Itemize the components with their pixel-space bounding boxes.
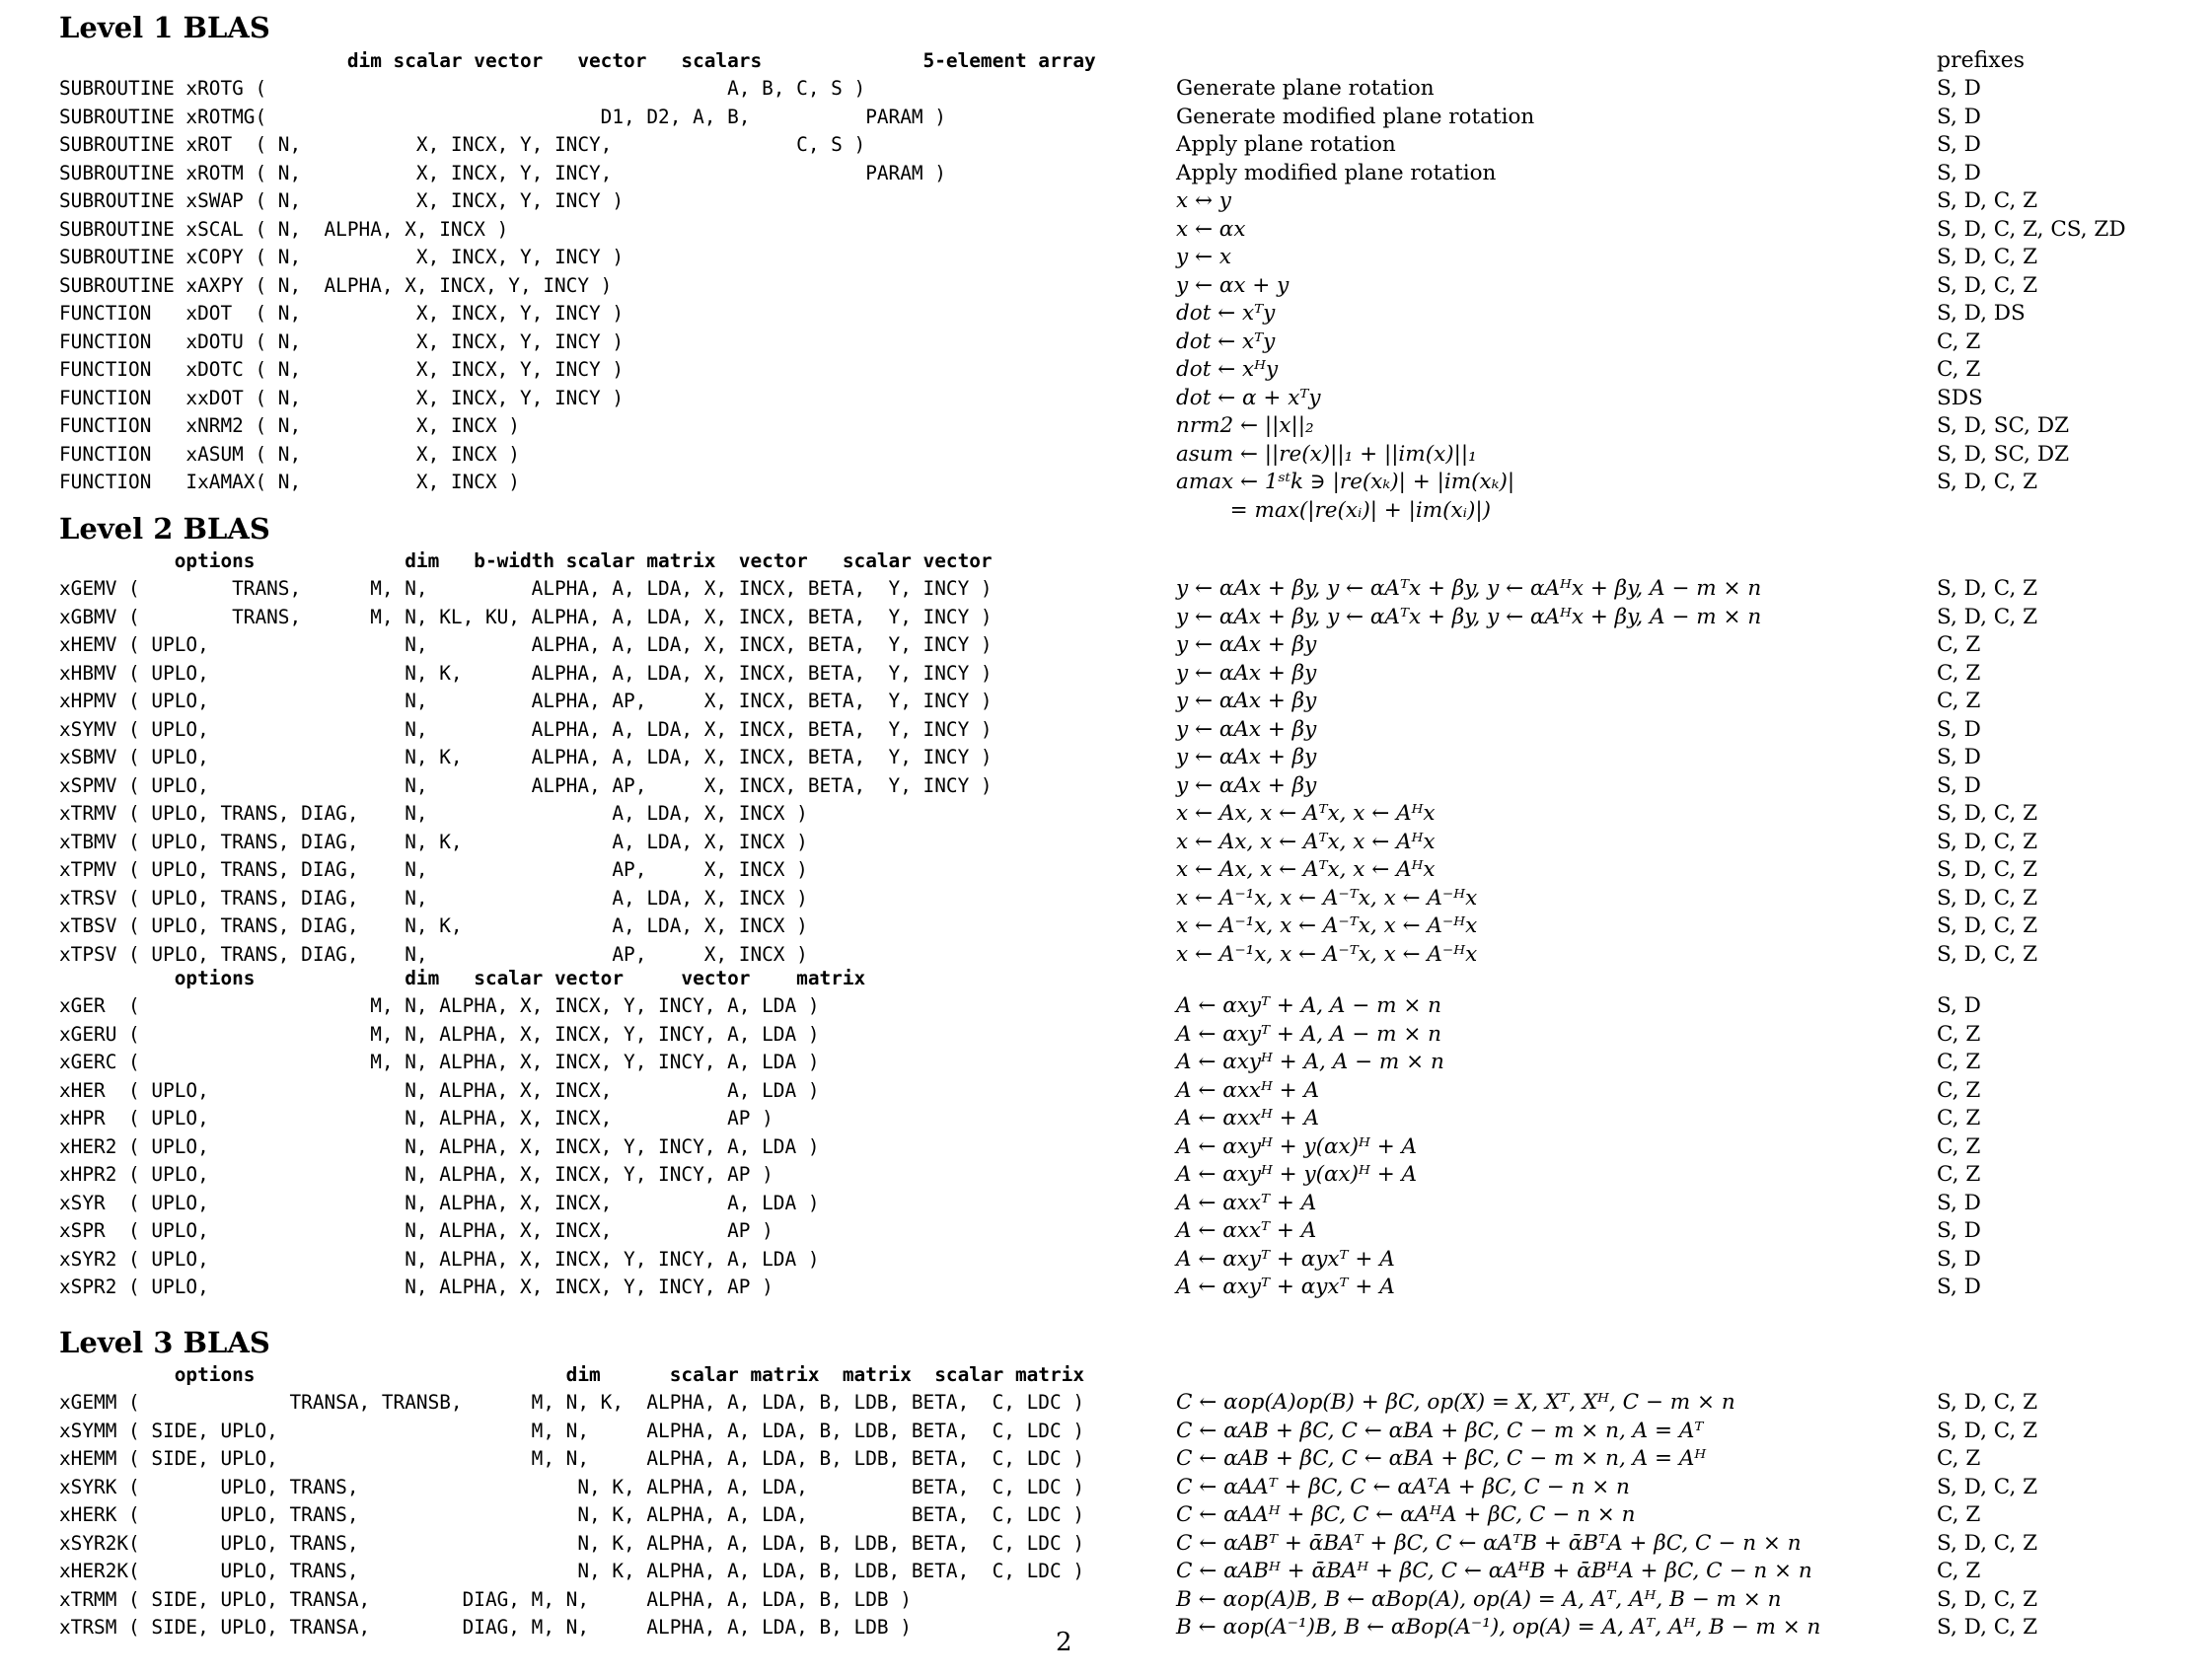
- operation-description: nrm2 ← ||x||₂: [1176, 413, 1314, 438]
- operation-description: A ← αxyᵀ + αyxᵀ + A: [1176, 1275, 1395, 1299]
- routine-row: [0, 1474, 2212, 1501]
- routine-row: [0, 131, 2212, 159]
- routine-signature: xHER2 ( UPLO, N, ALPHA, X, INCX, Y, INCY, A, LDA ): [59, 1134, 820, 1158]
- operation-description: Apply plane rotation: [1176, 132, 1396, 157]
- routine-row: [0, 1190, 2212, 1217]
- type-prefixes: S, D, C, Z: [1937, 1474, 2038, 1499]
- routine-signature: xTPMV ( UPLO, TRANS, DIAG, N, AP, X, INCX ): [59, 858, 808, 881]
- type-prefixes: S, D, C, Z: [1937, 188, 2038, 213]
- column-header-row: options dim scalar matrix matrix scalar matrix: [59, 1363, 1084, 1386]
- type-prefixes: S, D, C, Z: [1937, 470, 2038, 494]
- routine-row: [0, 187, 2212, 215]
- operation-description: x ← A⁻¹x, x ← A⁻ᵀx, x ← A⁻ᴴx: [1176, 941, 1478, 967]
- routine-row: [0, 631, 2212, 659]
- section-heading: Level 3 BLAS: [59, 1326, 270, 1359]
- routine-row: [0, 912, 2212, 940]
- type-prefixes: S, D, C, Z: [1937, 1615, 2038, 1640]
- type-prefixes: C, Z: [1937, 1502, 1981, 1527]
- routine-signature: xGEMM ( TRANSA, TRANSB, M, N, K, ALPHA, A, LDA, B, LDB, BETA, C, LDC ): [59, 1391, 1084, 1414]
- operation-description: x ← Ax, x ← Aᵀx, x ← Aᴴx: [1176, 801, 1436, 826]
- routine-signature: xGER ( M, N, ALPHA, X, INCX, Y, INCY, A, LDA ): [59, 994, 820, 1017]
- routine-row: [0, 992, 2212, 1020]
- routine-signature: SUBROUTINE xROT ( N, X, INCX, Y, INCY, C, S ): [59, 133, 866, 156]
- routine-signature: xHER2K( UPLO, TRANS, N, K, ALPHA, A, LDA, B, LDB, BETA, C, LDC ): [59, 1560, 1084, 1582]
- routine-signature: xTRSV ( UPLO, TRANS, DIAG, N, A, LDA, X, INCX ): [59, 886, 808, 910]
- routine-signature: xTRSM ( SIDE, UPLO, TRANSA, DIAG, M, N, ALPHA, A, LDA, B, LDB ): [59, 1616, 912, 1639]
- operation-description: y ← αAx + βy: [1176, 632, 1317, 657]
- routine-signature: xTBMV ( UPLO, TRANS, DIAG, N, K, A, LDA, X, INCX ): [59, 830, 808, 853]
- routine-row: [0, 244, 2212, 271]
- type-prefixes: C, Z: [1937, 1021, 1981, 1047]
- type-prefixes: S, D, C, Z: [1937, 829, 2038, 854]
- operation-description: y ← αAx + βy: [1176, 660, 1317, 686]
- operation-description: A ← αxyᴴ + y(αx)ᴴ + A: [1176, 1162, 1418, 1187]
- type-prefixes: S, D, C, Z: [1937, 245, 2038, 269]
- routine-row: [0, 1021, 2212, 1049]
- operation-description: Apply modified plane rotation: [1176, 160, 1497, 185]
- routine-signature: FUNCTION xNRM2 ( N, X, INCX ): [59, 414, 520, 437]
- operation-description: x ← A⁻¹x, x ← A⁻ᵀx, x ← A⁻ᴴx: [1176, 885, 1478, 911]
- type-prefixes: C, Z: [1937, 1077, 1981, 1103]
- type-prefixes: S, D: [1937, 104, 1981, 129]
- operation-description: y ← αx + y: [1176, 272, 1290, 298]
- routine-signature: xTBSV ( UPLO, TRANS, DIAG, N, K, A, LDA, X, INCX ): [59, 914, 808, 937]
- routine-signature: xHEMV ( UPLO, N, ALPHA, A, LDA, X, INCX, BETA, Y, INCY ): [59, 633, 993, 656]
- routine-signature: xSYMV ( UPLO, N, ALPHA, A, LDA, X, INCX, BETA, Y, INCY ): [59, 717, 993, 741]
- operation-description: dot ← α + xᵀy: [1176, 385, 1321, 410]
- type-prefixes: S, D, C, Z: [1937, 885, 2038, 911]
- operation-description: A ← αxxᴴ + A: [1176, 1077, 1319, 1103]
- routine-row: [0, 744, 2212, 771]
- operation-description: A ← αxxᴴ + A: [1176, 1106, 1319, 1130]
- operation-description: C ← αABᵀ + ᾱBAᵀ + βC, C ← αAᵀB + ᾱBᵀA + βC, C − n × n: [1176, 1530, 1802, 1556]
- column-header-row: options dim scalar vector vector matrix: [59, 967, 866, 989]
- operation-description: asum ← ||re(x)||₁ + ||im(x)||₁: [1176, 441, 1477, 467]
- operation-description: x ↔ y: [1176, 188, 1231, 213]
- routine-row: [0, 575, 2212, 603]
- routine-row: [0, 385, 2212, 412]
- routine-row: [0, 1558, 2212, 1585]
- operation-description: B ← αop(A)B, B ← αBop(A), op(A) = A, Aᵀ, Aᴴ, B − m × n: [1176, 1586, 1782, 1612]
- type-prefixes: S, D: [1937, 716, 1981, 742]
- routine-row: [0, 1246, 2212, 1274]
- operation-description: y ← x: [1176, 245, 1231, 269]
- operation-description: amax ← 1ˢᵗk ∋ |re(xₖ)| + |im(xₖ)|: [1176, 470, 1515, 494]
- routine-signature: SUBROUTINE xSCAL ( N, ALPHA, X, INCX ): [59, 217, 509, 241]
- routine-row: [0, 300, 2212, 328]
- routine-row: [0, 885, 2212, 912]
- operation-description: y ← αAx + βy: [1176, 772, 1317, 798]
- routine-row: [0, 660, 2212, 688]
- routine-row: [0, 1133, 2212, 1161]
- routine-row: [0, 688, 2212, 715]
- operation-description: = max(|re(xᵢ)| + |im(xᵢ)|): [1176, 497, 1492, 523]
- section-heading: Level 1 BLAS: [59, 11, 270, 44]
- operation-description: Generate plane rotation: [1176, 76, 1435, 101]
- routine-signature: FUNCTION xDOT ( N, X, INCX, Y, INCY ): [59, 302, 625, 325]
- routine-row: [0, 469, 2212, 496]
- type-prefixes: S, D: [1937, 745, 1981, 769]
- routine-signature: FUNCTION xDOTU ( N, X, INCX, Y, INCY ): [59, 329, 625, 353]
- routine-row: [0, 1217, 2212, 1245]
- routine-row: [0, 1530, 2212, 1558]
- type-prefixes: S, D, C, Z: [1937, 1530, 2038, 1556]
- type-prefixes: C, Z: [1937, 357, 1981, 382]
- type-prefixes: S, D, C, Z: [1937, 272, 2038, 298]
- routine-signature: xSPMV ( UPLO, N, ALPHA, AP, X, INCX, BETA, Y, INCY ): [59, 773, 993, 797]
- operation-description: A ← αxyᵀ + αyxᵀ + A: [1176, 1246, 1395, 1272]
- type-prefixes: S, D, C, Z: [1937, 857, 2038, 882]
- operation-description: C ← αop(A)op(B) + βC, op(X) = X, Xᵀ, Xᴴ, C − m × n: [1176, 1390, 1735, 1415]
- operation-description: A ← αxxᵀ + A: [1176, 1218, 1317, 1243]
- column-header-row: dim scalar vector vector scalars 5-element array: [59, 49, 1096, 72]
- operation-description: y ← αAx + βy: [1176, 716, 1317, 742]
- column-header-row: options dim b-width scalar matrix vector scalar vector: [59, 549, 993, 572]
- routine-signature: xHER ( UPLO, N, ALPHA, X, INCX, A, LDA ): [59, 1078, 820, 1102]
- operation-description: y ← αAx + βy: [1176, 689, 1317, 713]
- type-prefixes: S, D: [1937, 1218, 1981, 1243]
- type-prefixes: S, D: [1937, 76, 1981, 101]
- routine-signature: xSYRK ( UPLO, TRANS, N, K, ALPHA, A, LDA, BETA, C, LDC ): [59, 1475, 1084, 1498]
- routine-row: [0, 328, 2212, 356]
- type-prefixes: S, D: [1937, 1246, 1981, 1272]
- operation-description: x ← Ax, x ← Aᵀx, x ← Aᴴx: [1176, 857, 1436, 882]
- type-prefixes: S, D: [1937, 1275, 1981, 1299]
- type-prefixes: S, D, C, Z: [1937, 941, 2038, 967]
- type-prefixes: C, Z: [1937, 1133, 1981, 1159]
- type-prefixes: C, Z: [1937, 689, 1981, 713]
- routine-signature: xSPR ( UPLO, N, ALPHA, X, INCX, AP ): [59, 1219, 774, 1242]
- type-prefixes: S, D: [1937, 1190, 1981, 1215]
- routine-row: [0, 356, 2212, 384]
- routine-row: [0, 272, 2212, 300]
- routine-signature: SUBROUTINE xAXPY ( N, ALPHA, X, INCX, Y, INCY ): [59, 273, 613, 297]
- type-prefixes: C, Z: [1937, 1162, 1981, 1187]
- routine-row: [0, 1614, 2212, 1641]
- routine-signature: xGBMV ( TRANS, M, N, KL, KU, ALPHA, A, LDA, X, INCX, BETA, Y, INCY ): [59, 605, 993, 628]
- routine-row: [0, 1077, 2212, 1105]
- type-prefixes: SDS: [1937, 385, 1983, 410]
- routine-row: [0, 412, 2212, 440]
- operation-description: y ← αAx + βy, y ← αAᵀx + βy, y ← αAᴴx + βy, A − m × n: [1176, 576, 1762, 601]
- operation-description: A ← αxyᵀ + A, A − m × n: [1176, 993, 1442, 1018]
- routine-signature: xHPR ( UPLO, N, ALPHA, X, INCX, AP ): [59, 1107, 774, 1130]
- routine-row: [0, 1274, 2212, 1301]
- operation-description: x ← Ax, x ← Aᵀx, x ← Aᴴx: [1176, 829, 1436, 854]
- type-prefixes: S, D, C, Z: [1937, 1390, 2038, 1415]
- type-prefixes: C, Z: [1937, 1106, 1981, 1130]
- type-prefixes: S, D, C, Z: [1937, 576, 2038, 601]
- operation-description: A ← αxyᴴ + y(αx)ᴴ + A: [1176, 1133, 1418, 1159]
- type-prefixes: S, D, C, Z: [1937, 913, 2038, 938]
- routine-row: [0, 604, 2212, 631]
- operation-description: C ← αAAᵀ + βC, C ← αAᵀA + βC, C − n × n: [1176, 1474, 1630, 1499]
- operation-description: A ← αxyᵀ + A, A − m × n: [1176, 1021, 1442, 1047]
- routine-row: [0, 829, 2212, 856]
- routine-row: [0, 1445, 2212, 1473]
- routine-row: [0, 104, 2212, 131]
- type-prefixes: C, Z: [1937, 1559, 1981, 1583]
- operation-description: C ← αAAᴴ + βC, C ← αAᴴA + βC, C − n × n: [1176, 1502, 1636, 1527]
- routine-row: [0, 75, 2212, 103]
- routine-signature: FUNCTION IxAMAX( N, X, INCX ): [59, 471, 520, 493]
- type-prefixes: C, Z: [1937, 1050, 1981, 1074]
- routine-row: [0, 1389, 2212, 1417]
- type-prefixes: C, Z: [1937, 1446, 1981, 1471]
- routine-signature: xHERK ( UPLO, TRANS, N, K, ALPHA, A, LDA, BETA, C, LDC ): [59, 1503, 1084, 1526]
- operation-description: x ← αx: [1176, 216, 1246, 242]
- operation-description: y ← αAx + βy: [1176, 745, 1317, 769]
- operation-description: dot ← xᴴy: [1176, 357, 1279, 382]
- routine-signature: xGEMV ( TRANS, M, N, ALPHA, A, LDA, X, INCX, BETA, Y, INCY ): [59, 577, 993, 600]
- routine-signature: FUNCTION xASUM ( N, X, INCX ): [59, 442, 520, 466]
- operation-description: Generate modified plane rotation: [1176, 104, 1535, 129]
- routine-signature: xHBMV ( UPLO, N, K, ALPHA, A, LDA, X, INCX, BETA, Y, INCY ): [59, 661, 993, 685]
- routine-signature: xSBMV ( UPLO, N, K, ALPHA, A, LDA, X, INCX, BETA, Y, INCY ): [59, 746, 993, 768]
- routine-row: [0, 160, 2212, 187]
- routine-signature: xGERC ( M, N, ALPHA, X, INCX, Y, INCY, A, LDA ): [59, 1051, 820, 1073]
- type-prefixes: S, D: [1937, 772, 1981, 798]
- routine-signature: xTPSV ( UPLO, TRANS, DIAG, N, AP, X, INCX ): [59, 942, 808, 966]
- operation-description: A ← αxyᴴ + A, A − m × n: [1176, 1050, 1444, 1074]
- type-prefixes: C, Z: [1937, 328, 1981, 354]
- routine-signature: xHPMV ( UPLO, N, ALPHA, AP, X, INCX, BETA, Y, INCY ): [59, 690, 993, 712]
- operation-description: y ← αAx + βy, y ← αAᵀx + βy, y ← αAᴴx + βy, A − m × n: [1176, 604, 1762, 629]
- routine-signature: xTRMM ( SIDE, UPLO, TRANSA, DIAG, M, N, ALPHA, A, LDA, B, LDB ): [59, 1587, 912, 1611]
- routine-signature: xSYR2K( UPLO, TRANS, N, K, ALPHA, A, LDA, B, LDB, BETA, C, LDC ): [59, 1531, 1084, 1555]
- routine-signature: xHPR2 ( UPLO, N, ALPHA, X, INCX, Y, INCY, AP ): [59, 1163, 774, 1186]
- routine-row: [0, 1418, 2212, 1445]
- routine-row: [0, 1161, 2212, 1189]
- operation-description: B ← αop(A⁻¹)B, B ← αBop(A⁻¹), op(A) = A, Aᵀ, Aᴴ, B − m × n: [1176, 1615, 1821, 1640]
- type-prefixes: S, D: [1937, 160, 1981, 185]
- page-number: 2: [1056, 1628, 1072, 1657]
- routine-signature: xSPR2 ( UPLO, N, ALPHA, X, INCX, Y, INCY, AP ): [59, 1276, 774, 1298]
- routine-row: [0, 1501, 2212, 1529]
- operation-description: x ← A⁻¹x, x ← A⁻ᵀx, x ← A⁻ᴴx: [1176, 913, 1478, 938]
- operation-description: A ← αxxᵀ + A: [1176, 1190, 1317, 1215]
- routine-signature: SUBROUTINE xSWAP ( N, X, INCX, Y, INCY ): [59, 189, 625, 212]
- operation-description: C ← αAB + βC, C ← αBA + βC, C − m × n, A = Aᵀ: [1176, 1418, 1704, 1443]
- routine-row: [0, 497, 2212, 525]
- routine-signature: SUBROUTINE xROTM ( N, X, INCX, Y, INCY, PARAM ): [59, 161, 946, 184]
- type-prefixes: C, Z: [1937, 660, 1981, 686]
- routine-signature: SUBROUTINE xCOPY ( N, X, INCX, Y, INCY ): [59, 246, 625, 268]
- routine-signature: xSYR2 ( UPLO, N, ALPHA, X, INCX, Y, INCY, A, LDA ): [59, 1247, 820, 1271]
- routine-signature: FUNCTION xDOTC ( N, X, INCX, Y, INCY ): [59, 358, 625, 381]
- prefixes-header: prefixes: [1937, 48, 2026, 73]
- routine-signature: xSYMM ( SIDE, UPLO, M, N, ALPHA, A, LDA, B, LDB, BETA, C, LDC ): [59, 1419, 1084, 1442]
- type-prefixes: S, D, SC, DZ: [1937, 413, 2070, 438]
- type-prefixes: S, D, C, Z, CS, ZD: [1937, 216, 2126, 242]
- type-prefixes: S, D, C, Z: [1937, 1586, 2038, 1612]
- routine-signature: xHEMM ( SIDE, UPLO, M, N, ALPHA, A, LDA, B, LDB, BETA, C, LDC ): [59, 1447, 1084, 1470]
- routine-signature: SUBROUTINE xROTG ( A, B, C, S ): [59, 77, 866, 100]
- type-prefixes: S, D, SC, DZ: [1937, 441, 2070, 467]
- type-prefixes: S, D, C, Z: [1937, 604, 2038, 629]
- routine-row: [0, 800, 2212, 828]
- operation-description: dot ← xᵀy: [1176, 301, 1276, 326]
- type-prefixes: C, Z: [1937, 632, 1981, 657]
- routine-row: [0, 716, 2212, 744]
- routine-signature: xTRMV ( UPLO, TRANS, DIAG, N, A, LDA, X, INCX ): [59, 802, 808, 825]
- routine-signature: SUBROUTINE xROTMG( D1, D2, A, B, PARAM ): [59, 105, 946, 128]
- routine-row: [0, 1586, 2212, 1614]
- operation-description: C ← αAB + βC, C ← αBA + βC, C − m × n, A = Aᴴ: [1176, 1446, 1707, 1471]
- type-prefixes: S, D: [1937, 132, 1981, 157]
- routine-row: [0, 1049, 2212, 1076]
- type-prefixes: S, D, DS: [1937, 301, 2026, 326]
- type-prefixes: S, D, C, Z: [1937, 801, 2038, 826]
- routine-signature: xGERU ( M, N, ALPHA, X, INCX, Y, INCY, A, LDA ): [59, 1022, 820, 1046]
- routine-row: [0, 772, 2212, 800]
- routine-row: [0, 441, 2212, 469]
- type-prefixes: S, D, C, Z: [1937, 1418, 2038, 1443]
- routine-signature: FUNCTION xxDOT ( N, X, INCX, Y, INCY ): [59, 386, 625, 409]
- routine-row: [0, 856, 2212, 884]
- routine-row: [0, 216, 2212, 244]
- section-heading: Level 2 BLAS: [59, 512, 270, 546]
- routine-row: [0, 1105, 2212, 1132]
- routine-signature: xSYR ( UPLO, N, ALPHA, X, INCX, A, LDA ): [59, 1191, 820, 1214]
- type-prefixes: S, D: [1937, 993, 1981, 1018]
- operation-description: dot ← xᵀy: [1176, 328, 1276, 354]
- operation-description: C ← αABᴴ + ᾱBAᴴ + βC, C ← αAᴴB + ᾱBᴴA + βC, C − n × n: [1176, 1559, 1812, 1583]
